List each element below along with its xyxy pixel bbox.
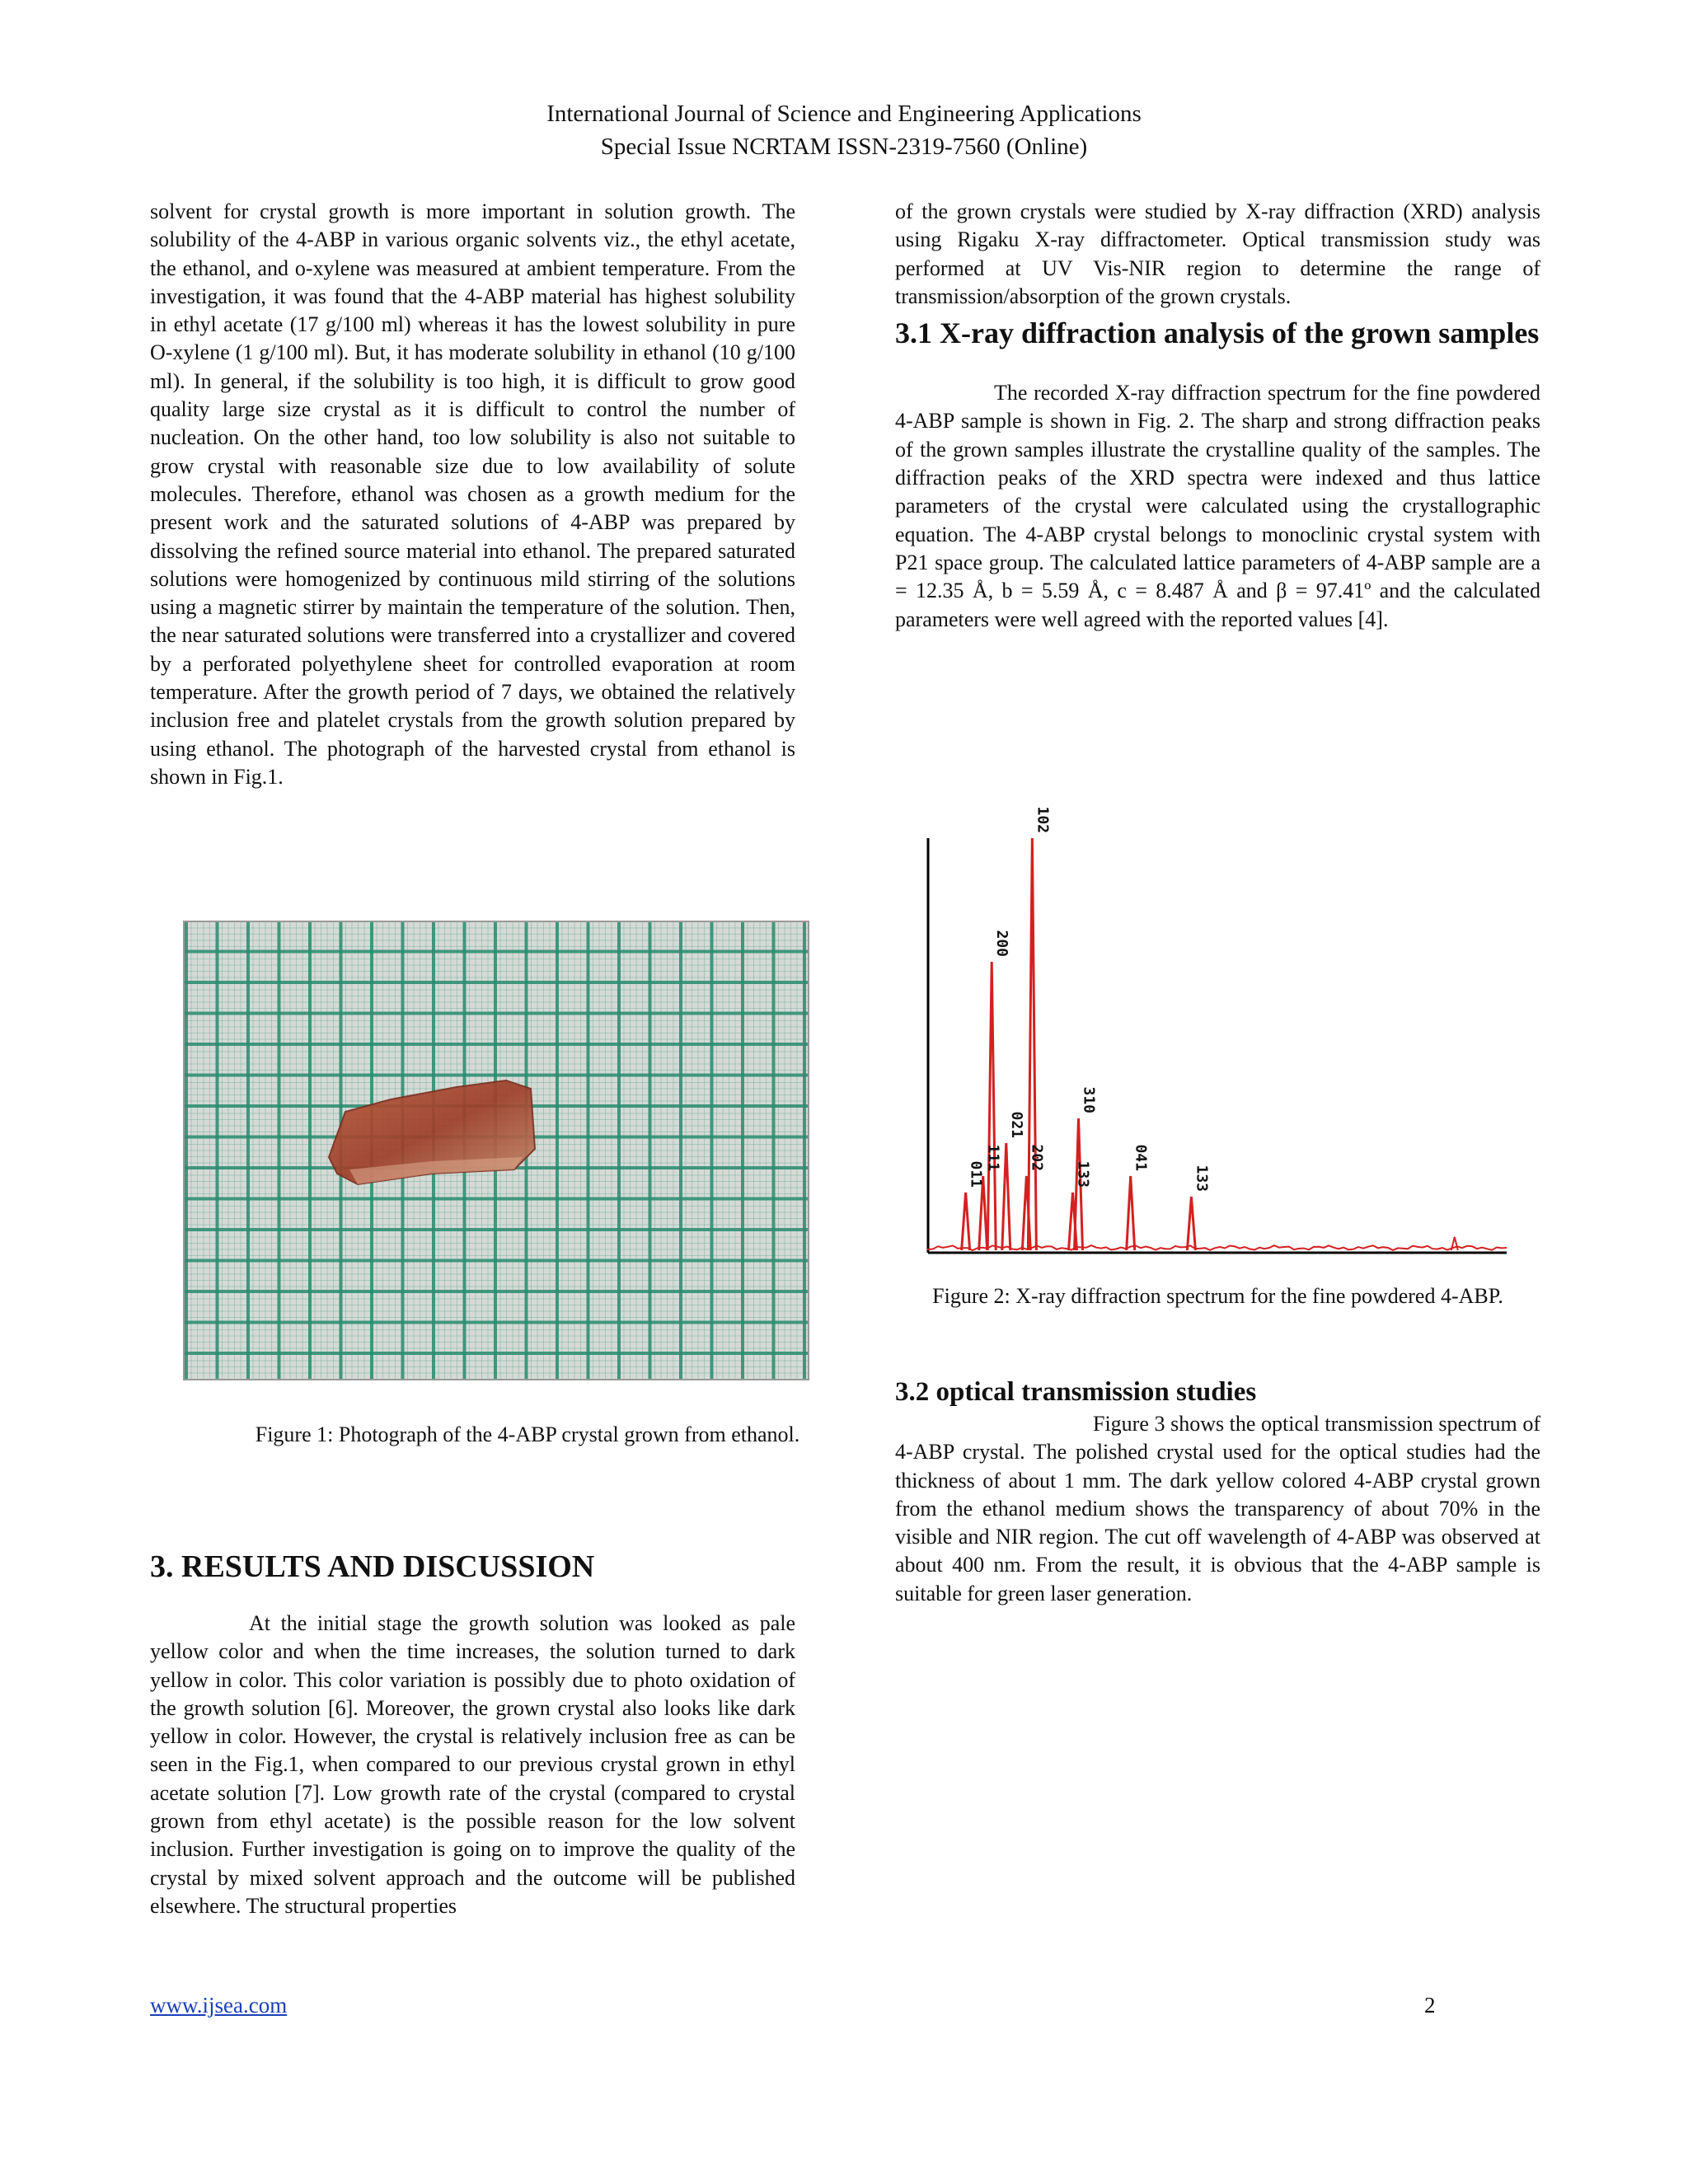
left-column-lower [150,1548,795,1920]
journal-title: International Journal of Science and Engineering Applications [546,101,1142,127]
xrd-peak-label: 041 [1132,1144,1150,1171]
section-3-heading: 3. RESULTS AND DISCUSSION [150,1549,595,1584]
xrd-peak-021 [1002,1143,1010,1250]
xrd-peak-label: 021 [1007,1111,1025,1138]
figure-1-caption: Figure 1: Photograph of the 4-ABP crystal grown from ethanol. [255,1422,800,1446]
xrd-peak-label: 133 [1193,1165,1211,1192]
journal-issue: Special Issue NCRTAM ISSN-2319-7560 (Online) [600,134,1088,160]
right-paragraph-3: Figure 3 shows the optical transmission spectrum of 4-ABP crystal. The polished crystal used for the optical studies had the thickness of about 1 mm. The dark yellow colored 4-ABP crystal grown from the ethanol medium shows the transparency of about 70% in the visible and NIR region. The cut off wavelength of 4-ABP was observed at about 400 nm. From the result, it is obvious that the 4-ABP sample is suitable for green laser generation. [895,1412,1540,1605]
xrd-peak-011 [962,1193,970,1250]
xrd-peak-label: 111 [984,1144,1002,1171]
journal-website-link[interactable]: www.ijsea.com [150,1993,288,2018]
xrd-peak-label: 202 [1028,1144,1046,1171]
page-number: 2 [1424,1993,1436,2018]
left-paragraph-1: solvent for crystal growth is more important in solution growth. The solubility of the 4-ABP in various organic solvents viz., the ethyl acetate, the ethanol, and o-xylene was measured at ambient temperature. From the investigation, it was found that the 4-ABP material has highest solubility in ethyl acetate (17 g/100 ml) whereas it has the lowest solubility in pure O-xylene (1 g/100 ml). But, it has moderate solubility in ethanol (10 g/100 ml). In general, if the solubility is too high, it is difficult to grow good quality large size crystal as it is difficult to control the number of nucleation. On the other hand, too low solubility is also not suitable to grow crystal with reasonable size due to low availability of solute molecules. Therefore, ethanol was chosen as a growth medium for the present work and the saturated solutions of 4-ABP was prepared by dissolving the refined source material into ethanol. The prepared saturated solutions were homogenized by continuous mild stirring of the solutions using a magnetic stirrer by maintain the temperature of the solution. Then, the near saturated solutions were transferred into a crystallizer and covered by a perforated polyethylene sheet for controlled evaporation at room temperature. After the growth period of 7 days, we obtained the relatively inclusion free and platelet crystals from the growth solution prepared by using ethanol. The photograph of the harvested crystal from ethanol is shown in Fig.1. [150,199,795,789]
xrd-peak-041 [1127,1176,1135,1250]
xrd-peak-label: 310 [1080,1086,1098,1113]
journal-header [0,97,1688,163]
left-paragraph-2: At the initial stage the growth solution was looked as pale yellow color and when the time increases, the solution turned to dark yellow in color. This color variation is possibly due to photo oxidation of the growth solution [6]. Moreover, the grown crystal also looks like dark yellow in color. However, the crystal is relatively inclusion free as can be seen in the Fig.1, when compared to our previous crystal grown in ethyl acetate solution [7]. Low growth rate of the crystal (compared to crystal grown from ethyl acetate) is the possible reason for the low solvent inclusion. Further investigation is going on to improve the quality of the crystal by mixed solvent approach and the outcome will be published elsewhere. The structural properties [150,1611,795,1918]
xrd-peak-label: 133 [1074,1160,1092,1188]
section-3-1-heading: 3.1 X-ray diffraction analysis of the grown samples [895,316,1540,350]
xrd-peak-label: 200 [993,930,1011,957]
crystal-image [185,922,811,1382]
left-column [150,198,795,791]
xrd-peak-label: 011 [967,1160,985,1188]
xrd-series-line [928,1245,1507,1250]
crystal-photo [183,921,809,1380]
section-3-2-heading: 3.2 optical transmission studies [895,1377,1257,1407]
figure-2-caption: Figure 2: X-ray diffraction spectrum for the fine powdered 4-ABP. [932,1284,1503,1308]
right-column [895,198,1540,634]
xrd-peak-200 [987,962,996,1250]
right-paragraph-1: of the grown crystals were studied by X-ray diffraction (XRD) analysis using Rigaku X-ray diffractometer. Optical transmission study was performed at UV Vis-NIR region to determine the range of transmission/absorption of the grown crystals. [895,199,1540,308]
xrd-peak-label: 102 [1034,806,1052,833]
right-paragraph-2: The recorded X-ray diffraction spectrum for the fine powdered 4-ABP sample is shown in Fig. 2. The sharp and strong diffraction peaks of the grown samples illustrate the crystalline quality of the samples. The diffraction peaks of the XRD spectra were indexed and thus lattice parameters of the crystal were calculated using the crystallographic equation. The 4-ABP crystal belongs to monoclinic crystal system with P21 space group. The calculated lattice parameters of 4-ABP sample are a = 12.35 Å, b = 5.59 Å, c = 8.487 Å and β = 97.41º and the calculated parameters were well agreed with the reported values [4]. [895,381,1540,631]
xrd-chart [913,806,1515,1265]
xrd-peak-133 [1187,1197,1195,1250]
xrd-peak-102 [1028,838,1036,1250]
right-column-lower [895,1375,1540,1608]
